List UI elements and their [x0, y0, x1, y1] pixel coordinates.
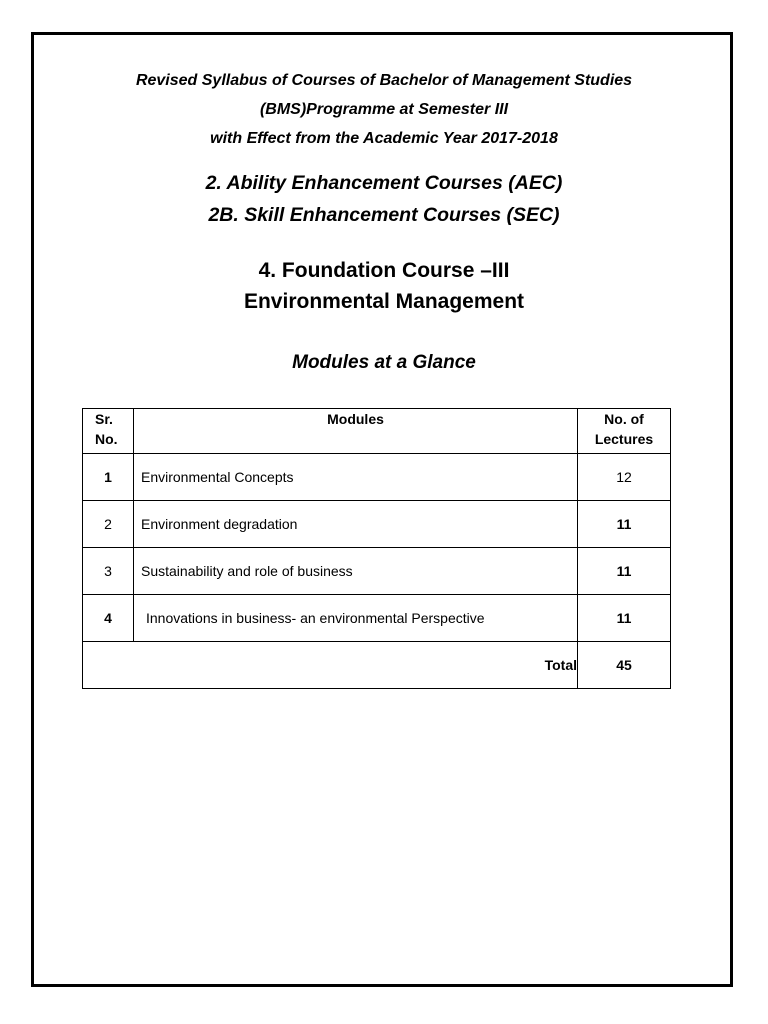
course-heading	[0, 255, 768, 317]
header-lectures-line-2: Lectures	[594, 431, 654, 447]
course-title: Environmental Management	[243, 290, 525, 313]
sec-line: 2B. Skill Enhancement Courses (SEC)	[208, 204, 560, 226]
row-sr-no: 1	[83, 454, 134, 501]
row-lectures: 11	[578, 501, 671, 548]
row-module-name: Environment degradation	[134, 501, 578, 548]
row-module-name: Environmental Concepts	[134, 454, 578, 501]
header-sr-no	[83, 409, 134, 454]
row-lectures: 11	[578, 595, 671, 642]
syllabus-line-3: with Effect from the Academic Year 2017-2018	[210, 130, 558, 147]
total-row	[83, 642, 671, 689]
total-value: 45	[578, 642, 671, 689]
row-lectures: 12	[578, 454, 671, 501]
row-module-name: Sustainability and role of business	[134, 548, 578, 595]
table-header-row	[83, 409, 671, 454]
glance-title: Modules at a Glance	[292, 352, 476, 373]
syllabus-heading	[0, 66, 768, 153]
row-sr-no: 3	[83, 548, 134, 595]
total-label: Total	[83, 642, 578, 689]
course-category-heading	[0, 167, 768, 231]
header-sr-line-2: No.	[95, 431, 118, 447]
syllabus-line-2: (BMS)Programme at Semester III	[259, 101, 509, 118]
table-row	[83, 501, 671, 548]
syllabus-line-1: Revised Syllabus of Courses of Bachelor of Management Studies	[135, 72, 633, 89]
aec-line: 2. Ability Enhancement Courses (AEC)	[205, 172, 563, 194]
table-row	[83, 548, 671, 595]
table-row	[83, 595, 671, 642]
header-sr-line-1: Sr.	[95, 411, 113, 427]
row-sr-no: 4	[83, 595, 134, 642]
header-lectures-line-1: No. of	[604, 411, 644, 427]
row-lectures: 11	[578, 548, 671, 595]
course-number-line: 4. Foundation Course –III	[258, 259, 510, 282]
row-module-name: Innovations in business- an environmental Perspective	[134, 595, 578, 642]
row-sr-no: 2	[83, 501, 134, 548]
modules-table	[82, 408, 671, 689]
table-row	[83, 454, 671, 501]
header-modules: Modules	[134, 409, 578, 454]
header-lectures	[578, 409, 671, 454]
